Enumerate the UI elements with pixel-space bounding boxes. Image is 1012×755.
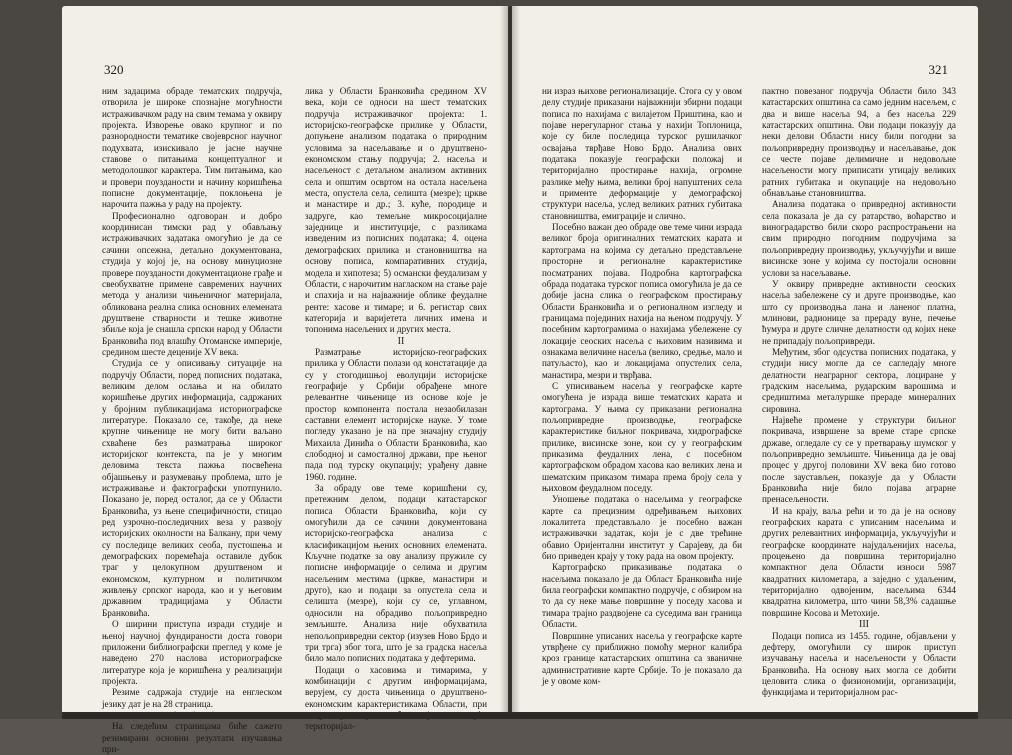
paragraph: О ширини приступа изради студије и њеној научној фундираности доста говори приложени библиографски преглед у коме је наведено 270 наслова историографске литературе која је коришћена у реализацији пројекта. bbox=[102, 619, 282, 686]
paragraph: Разматрање историјско-географских прилика у Области полази од констатације да су у стогодишњој еволуцији историјске географије у Србији обрађене многе релевантне чињенице из основе које је простор компонента постала незаобилазан саставни елемент историјске науке. У томе погледу указано је на пре значајну студију Михаила Динића о Области Бранковића, као слободној и самосталној држави, пре њеног пада под турску окупацију; урађену давне 1960. године. bbox=[305, 346, 487, 482]
paragraph: Резиме садржаја студије на енглеском језику дат је на 28 страница. bbox=[102, 687, 282, 709]
paragraph: лика у Области Бранковића средином XV века, који се односи на шест тематских подручја истраживачког пројекта: 1. историјско-географске прилике у Области, допуњене анализом података о природним условима за насељавање и о друштвено-економском стању подручја; 2. насеља и насељеност с детаљном анализом активних села и општим освртом на остала насељена места, опустела села, селишта (мезре); цркве и манастире и др.; 3. куће, породице и задруге, као темељне микросоцијалне заједнице и институције, с разликама изведеним из пописних података; 4. оцена демографских прилика и становништва на основу пописа, компаративних студија, модела и хипотеза; 5) османски феудализам у Области, с нарочитим нагласком на стање раје и спахија и на најважније облике феудалне ренте: хасове и тимаре; и 6. регистар свих категорија и варијетета личних имена и топонима насељених и других места. bbox=[305, 86, 487, 335]
page-number-left: 320 bbox=[104, 62, 124, 77]
page-edge-shadow bbox=[62, 712, 978, 719]
paragraph: Картографско приказивање података о насељима показало је да Област Бранковића није била географски компактно подручје, с обзиром на то да су неке мање површине у поседу хасова и тимара трајно раздвојене са суседима ван граница Области. bbox=[542, 562, 742, 630]
right-page bbox=[512, 6, 978, 714]
section-heading: III bbox=[859, 619, 869, 631]
paragraph: Међутим, због одсуства пописних података, у студији нису могле да се сагледају многе делатности неаграрног сектора, лоциране у градским насељима, рударским варошима и средиштима металуршке прераде минералних сировина. bbox=[762, 346, 956, 414]
book-gutter bbox=[500, 6, 520, 714]
page-number-right: 321 bbox=[928, 62, 948, 77]
paragraph: С уписивањем насеља у географске карте омогућена је израда више тематских карата и картограма. У њима су приказани регионална пољопривредне производње, географске карактеристике биљног покривача, хидрографске прилике, висинске зоне, кои су у географским приказима феудалних лена, с посебном картографском обрадом хасова као великих лена и шематским приказом тимара према броју села у њиховом феудалном поседу. bbox=[542, 380, 742, 494]
paragraph: Подаци о хасовима и тимарима, у комбинацији с другим информацијама, верујем, су доста чињеница о друштвено-економским карактеристикама Области, при територијал- bbox=[305, 664, 487, 732]
paragraph: Студија се у описивању ситуације на подручју Области, поред пописних података, великим делом ослања и на обилато коришћење других информација, садржаних у бројним публикацијама историографске литературе. Показало се, такође, да неке крупне чињенице не могу бити ваљано схваћене без разматрања широког историјског контекста, па је у многим деловима текста пажња посвећена објашњењу и разумевању проблема, што је истраживање и фактографски употпунило. Показано је, поред осталог, да се у Области Бранковића, уз њене специфичности, стицао ред узрочно-последичних веза у развоју историјских околности на Балкану, при чему су последице великих сеоба, пустошења и демографских поремећаја оставиле дубок траг у целокупном друштвеном и економском, културном и политичком живлењу српског народа, као и у његовим државним традицијама у Области Бранковића. bbox=[102, 358, 282, 618]
paragraph: Професионално одговоран и добро координисан тимски рад у обављању истраживачких задатака омогућио је да се сачини опсежна, детаљно документована, студија у којој је, на основу минуциозне провере поузданости документационе грађе и свеобухватне примене савремених научних метода у анализи чињеничног материјала, обликована реална слика основних елемената друштвене стварности и тешке животне збиље која је снашла српски народ у Области Бранковића под влашћу Отоманске империје, средином шесте деценије XV века. bbox=[102, 210, 282, 357]
right-column-1 bbox=[542, 86, 742, 687]
paragraph: Највеће промене у структури биљног покривача, извршене за време старе српске државе, огледале су се у претварању шумског у пољопривредно земљиште. Чињеница да је овај процес у другој половини XV века био готово после заустављен, показује да у Области Бранковића није било појава аграрне пренасељености. bbox=[762, 414, 956, 505]
paragraph: Површине уписаних насеља у географске карте утврђене су приближно помоћу мерног калибра кроз границе катастарских општина са званичне административне карте Србије. То је показало да је у овоме ком- bbox=[542, 630, 742, 686]
paragraph: пактно повезаног подручја Области било 343 катастарских општина са само једним насељем, с два и више насеља 94, а без насеља 229 катастарских општина. Ови подаци показују да неки делови Области нису били погодни за пољопривредну производњу и насељавање, док се честе појаве делимичне и недовољне насељености могу приписати утицају великих ратних губитака и окупације на недовољно обнављање становништва. bbox=[762, 86, 956, 199]
paragraph: ни израз њихове регионализације. Стога су у овом делу студије приказани најважнији збирни подаци пописа по нахијама с вилајетом Приштина, као и појаве нерегуларног стања у нахији Топлоница, које су биле последица турског рушилачког освајања тврђаве Ново Брдо. Анализа ових података показује географски положај и територијално простирање нахија, огромне разлике међу њима, велики број напуштених села и применте деформације у демографској структури насеља, услед великих ратних губитака становништва, емиграције и слично. bbox=[542, 86, 742, 221]
paragraph: Анализа података о привредној активности села показала је да су ратарство, воћарство и виноградарство били скоро распрострањени на свим природно погодним подручјима за пољопривредну производњу, укључујући и више висинске зоне у којима су постојали основни услови за насељавање. bbox=[762, 199, 956, 278]
paragraph: Уношење података о насељима у географске карте са прецизним одређивањем њихових локалитета представљало је посебно важан истраживачки задатак, који је с две трећине обавио Оријентални институт у Сарајеву, да би био приведен крају у току рада на овом пројекту. bbox=[542, 494, 742, 562]
paragraph: И на крају, ваља рећи и то да је на основу географских карата с уписаним насељима и других релевантних информација, укључујући и географске координате најудаљенијих насеља, процењено да површина територијално компактног дела Области износи 5987 квадратних километара, а заједно с удаљеним, територијално одвојеним, насељима 6344 квадратна километра, што чини 58,3% садашње површине Косова и Метохије. bbox=[762, 505, 956, 618]
left-column-1 bbox=[102, 86, 282, 755]
paragraph: ним задацима обраде тематских подручја, отворила је широке спознајне могућности истраживачком раду на свим темама у оквиру пројекта. Изворење овако крупног и по разнородности тематике својеврсног научног подухвата, изискивало је јасне научне ставове о питањима концептуалног и методолошког карактера. Тим питањима, као и провери поузданости и начину коришћења пописне документације, поклоњена је нарочита пажња у раду на пројекту. bbox=[102, 86, 282, 210]
paragraph: За обраду ове теме коришћени су, претежним делом, подаци катастарског пописа Области Бранковића, који су омогућили да се сачини документована историјско-географска анализа с класификацијом њених основних елемената. Кључне податке за ову анализу пружиле су пописне информације о селима и другим насељеним местима (цркве, манастири и друго), као и подаци за опустела села и селишта (мезре), који су се, углавном, односили на обрадиво пољопривредно земљиште. Анализа није обухватила непољопривредни сектор (изузев Ново Брдо и три трга) због тога, што је за градска насеља било мало пописних података у дефтерима. bbox=[305, 483, 487, 664]
left-page bbox=[62, 6, 508, 754]
paragraph: Посебно важан део обраде ове теме чини израда великог броја оригиналних тематских карата и картограма на којима су детаљно представљене просторне и регионалне карактеристике посматраних појава. Подробна картографска обрада података турског пописа омогућила је да се добије јасна слика о географском простирању Области Бранковића и о регионалном изгледу и границама појединих нахија на њеном подручју. У посебним картограмима о нахијама убележене су локације сеоских насеља с њиховим називима и ознакама величине насеља (велико, средње, мало и патуљасто), као и локацијама опустелих села, манастира, мезри и тврђава. bbox=[542, 222, 742, 380]
paragraph: У оквиру привредне активности сеоских насеља забележене су и друге производње, као што су производња лана и ланеног платна, млинови, радионице за прераду вуне, печење ћумура и друге сличне делатности од којих неке не припадају пољопривреди. bbox=[762, 278, 956, 346]
left-column-2 bbox=[305, 86, 487, 733]
paragraph: На следећим страницама биће сажето резимирани основни резултати изучавања при- bbox=[102, 721, 282, 754]
paragraph: Подаци пописа из 1455. године, објављени у дефтеру, омогућили су широк приступ изучавању насеља и насељености у Области Бранковића. На основу њих могла се добити целовита слика о физиономији, организацији, функцијама и територијалном рас- bbox=[762, 630, 956, 698]
right-column-2 bbox=[762, 86, 956, 699]
section-heading: II bbox=[397, 335, 405, 347]
